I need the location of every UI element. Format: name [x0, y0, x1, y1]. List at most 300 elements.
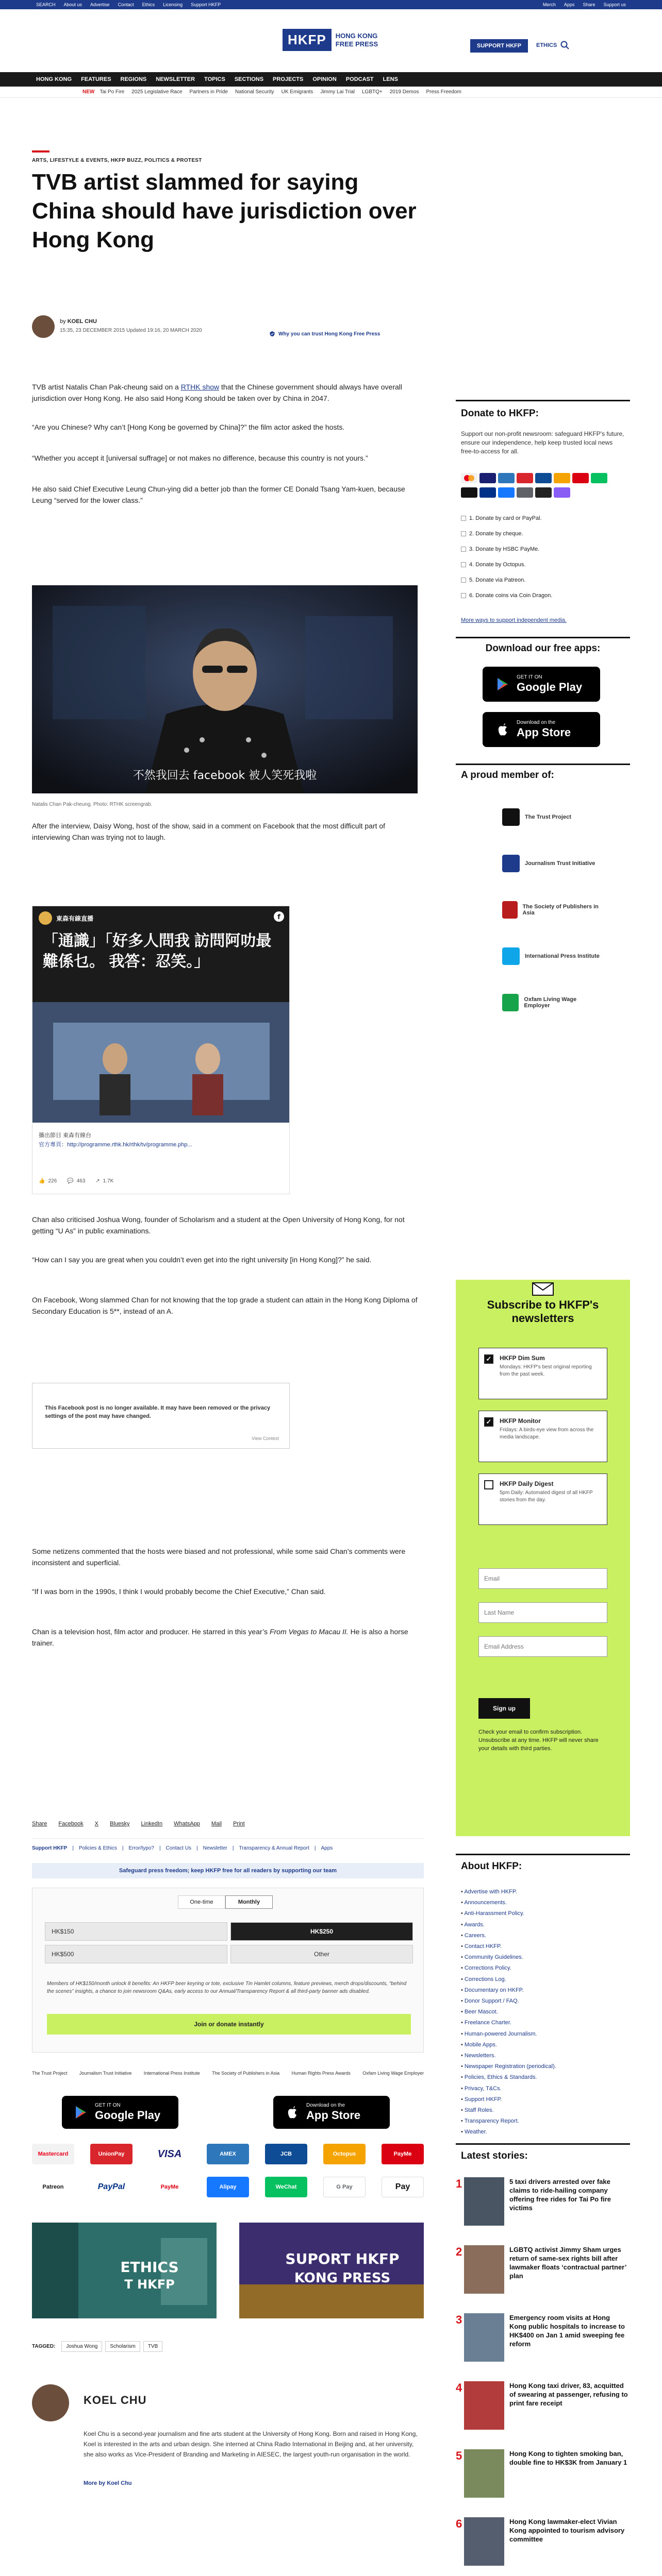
image-subtitle: 不然我回去 facebook 被人笑死我啦	[133, 769, 317, 782]
author-avatar[interactable]	[32, 315, 55, 338]
share-bluesky[interactable]: Bluesky	[110, 1821, 130, 1827]
unionpay-logo[interactable]: UnionPay	[90, 2144, 133, 2164]
about-item[interactable]: • Newsletters.	[461, 2050, 626, 2061]
fb-quote: 「通識」「好多人問我 訪問阿叻最難係乜。 我答：忍笑。」	[43, 933, 272, 970]
separator: |	[232, 1845, 234, 1851]
story-title: Hong Kong to tighten smoking ban, double fine to HK$3K from January 1	[509, 2450, 627, 2466]
site-logo[interactable]	[283, 29, 378, 51]
story-number: 5	[456, 2449, 462, 2462]
fb-page-name: 東森有線直播	[56, 914, 94, 922]
topbar-share[interactable]: Share	[583, 2, 595, 7]
donate-option[interactable]	[461, 546, 626, 552]
share-mail[interactable]: Mail	[211, 1821, 222, 1827]
about-item[interactable]: • Human-powered Journalism.	[461, 2029, 626, 2040]
nav-opinion[interactable]: OPINION	[312, 76, 337, 82]
ethics-promo-image	[32, 2223, 217, 2318]
jti-icon	[502, 855, 520, 872]
story-number: 2	[456, 2245, 462, 2258]
donate-option[interactable]	[461, 515, 626, 521]
article-paragraph: After the interview, Daisy Wong, host of the show, said in a comment on Facebook that the most difficult part of interviewing Chan was trying not to laugh.	[32, 822, 386, 841]
topbar-merch[interactable]: Merch	[542, 2, 556, 7]
apple-icon	[285, 2105, 300, 2120]
story-title: Hong Kong taxi driver, 83, acquitted of swearing at passenger, refusing to print fare receipt	[509, 2382, 628, 2407]
newsletter-option-name: HKFP Dim Sum	[500, 1354, 545, 1362]
ethics-link[interactable]: ETHICS	[536, 42, 557, 48]
apps-link[interactable]: Apps	[321, 1845, 333, 1851]
transparency-link[interactable]: Transparency & Annual Report	[239, 1845, 309, 1851]
article-paragraph: On Facebook, Wong slammed Chan for not knowing that the top grade a student can attain in the Hong Kong Diploma of Secondary Education is 5**, instead of an A.	[32, 1296, 418, 1315]
story-number: 4	[456, 2381, 462, 2394]
trending-item[interactable]: Jimmy Lai Trial	[320, 89, 355, 95]
safeguard-banner[interactable]: Safeguard press freedom; keep HKFP free for all readers by supporting our team	[32, 1863, 424, 1878]
support-hkfp-button[interactable]: SUPPORT HKFP	[470, 39, 528, 53]
member-jti[interactable]	[502, 853, 600, 874]
donate-option-label: 6. Donate coins via Coin Dragon.	[469, 592, 553, 599]
about-item[interactable]: • Corrections Policy.	[461, 1963, 626, 1974]
trending-item[interactable]: 2025 Legislative Race	[131, 89, 183, 95]
ipi-logo[interactable]: International Press Institute	[143, 2071, 200, 2076]
nav-newsletter[interactable]: NEWSLETTER	[156, 76, 195, 82]
author-name[interactable]: KOEL CHU	[84, 2394, 147, 2406]
more-by-author-link[interactable]: More by Koel Chu	[84, 2480, 132, 2486]
rthk-show-link[interactable]: RTHK show	[180, 383, 220, 391]
tab-one-time[interactable]: One-time	[178, 1895, 225, 1909]
byline-author-link[interactable]: KOEL CHU	[67, 318, 97, 325]
story-title: Emergency room visits at Hong Kong public hospitals to increase to HK$400 on Jan 1 amid sweeping fee reform	[509, 2314, 625, 2348]
google-label: Google Play	[95, 2109, 161, 2122]
fb-view-context[interactable]: View Context	[252, 1436, 279, 1441]
tag-tvb[interactable]: TVB	[143, 2341, 162, 2352]
payme-logo-2[interactable]: PayMe	[148, 2177, 191, 2197]
google-pay-logo[interactable]: G Pay	[323, 2177, 366, 2197]
checkbox-icon	[461, 531, 466, 536]
about-item[interactable]: • Donor Support / FAQ.	[461, 1996, 626, 2007]
byline-prefix: by	[60, 318, 66, 325]
logo-text	[336, 32, 378, 48]
facebook-unavailable-embed	[32, 1383, 290, 1449]
fb-comments: 463	[76, 1178, 86, 1184]
donate-option-label: 3. Donate by HSBC PayMe.	[469, 546, 540, 552]
member-label: International Press Institute	[525, 953, 600, 959]
apple-label: App Store	[517, 726, 571, 739]
newsletter-title: Subscribe to HKFP's newsletters	[487, 1298, 599, 1325]
share-facebook[interactable]: Facebook	[58, 1821, 84, 1827]
svg-text:ETHICS: ETHICS	[120, 2259, 179, 2276]
apps-title: Download our free apps:	[485, 643, 601, 654]
alipay-logo[interactable]: Alipay	[207, 2177, 249, 2197]
about-item[interactable]: • Beer Mascot.	[461, 2007, 626, 2018]
film-title: From Vegas to Macau II.	[269, 1628, 349, 1636]
donate-option[interactable]	[461, 592, 626, 599]
checkbox-icon	[461, 578, 466, 583]
story-number: 1	[456, 2177, 462, 2190]
sidebar-google-play-button[interactable]	[483, 667, 600, 702]
topbar-search[interactable]: SEARCH	[36, 2, 56, 7]
trust-project-icon	[502, 808, 520, 826]
payment-methods-row-2	[32, 2175, 424, 2199]
app-store-text	[517, 720, 571, 739]
newsletter-option-name: HKFP Monitor	[500, 1417, 541, 1425]
trending-item[interactable]: Tai Po Fire	[100, 89, 125, 95]
story-title: Hong Kong lawmaker-elect Vivian Kong appointed to tourism advisory committee	[509, 2518, 625, 2543]
nav-regions[interactable]: REGIONS	[120, 76, 147, 82]
apple-pay-logo[interactable]: Pay	[382, 2177, 424, 2197]
google-label: Google Play	[517, 681, 583, 693]
donate-option-label: 5. Donate via Patreon.	[469, 577, 526, 583]
latest-story[interactable]	[456, 2245, 630, 2310]
policies-link[interactable]: Policies & Ethics	[78, 1845, 117, 1851]
donate-option-label: 2. Donate by cheque.	[469, 531, 523, 537]
sopa-logo[interactable]: The Society of Publishers in Asia	[212, 2071, 280, 2076]
trending-item[interactable]: UK Emigrants	[281, 89, 313, 95]
trending-item[interactable]: National Security	[235, 89, 274, 95]
share-row	[32, 1821, 256, 1827]
checkbox-icon	[461, 516, 466, 521]
sidebar-rule	[456, 2143, 630, 2145]
facebook-icon	[274, 911, 284, 922]
divider	[32, 1838, 424, 1839]
about-item[interactable]: • Freelance Charter.	[461, 2018, 626, 2028]
separator: |	[314, 1845, 316, 1851]
donate-option[interactable]	[461, 562, 626, 568]
story-title: 5 taxi drivers arrested over fake claims to ride-hailing company offering free rides for Tai Po fire victims	[509, 2178, 611, 2212]
tag-scholarism[interactable]: Scholarism	[105, 2341, 140, 2352]
apple-icon	[495, 722, 510, 737]
member-label: The Trust Project	[525, 814, 571, 820]
checkbox-icon[interactable]	[484, 1480, 493, 1489]
topbar-licensing[interactable]: Licensing	[163, 2, 183, 7]
svg-text:KONG PRESS: KONG PRESS	[294, 2270, 391, 2286]
email-address-field[interactable]	[478, 1636, 607, 1657]
separator: |	[196, 1845, 198, 1851]
jcb-logo[interactable]: JCB	[265, 2144, 307, 2164]
about-item[interactable]: • Weather.	[461, 2127, 626, 2138]
checkbox-checked-icon[interactable]: ✓	[484, 1354, 493, 1364]
trending-new-label: NEW	[82, 89, 95, 95]
apple-pre: Download on the	[517, 720, 556, 725]
donate-module	[32, 1888, 424, 2053]
trust-link[interactable]	[269, 331, 380, 337]
author-box	[32, 2384, 424, 2487]
newsletter-signup-button[interactable]: Sign up	[478, 1698, 530, 1719]
trending-bar	[0, 87, 662, 98]
latest-story[interactable]	[456, 2313, 630, 2378]
donate-tabs	[178, 1895, 273, 1909]
donate-option-label: 1. Donate by card or PayPal.	[469, 515, 542, 521]
error-typo-link[interactable]: Error/typo?	[128, 1845, 154, 1851]
tag-joshua-wong[interactable]: Joshua Wong	[61, 2341, 102, 2352]
member-oxfam[interactable]	[502, 992, 600, 1013]
latest-story[interactable]	[456, 2517, 630, 2576]
member-ipi[interactable]	[502, 946, 600, 967]
nav-sections[interactable]: SECTIONS	[234, 76, 264, 82]
article-dates: 15:35, 23 DECEMBER 2015 Updated 19:16, 20 MARCH 2020	[60, 328, 202, 333]
article-paragraph	[32, 1626, 424, 1649]
nav-hong-kong[interactable]: HONG KONG	[36, 76, 72, 82]
newsletter-note: Check your email to confirm subscription. Unsubscribe at any time. HKFP will never share your details with third parties.	[478, 1729, 599, 1752]
share-icon: ↗	[95, 1178, 100, 1184]
article-categories[interactable]: ARTS, LIFESTYLE & EVENTS, HKFP BUZZ, POLITICS & PROTEST	[32, 158, 202, 163]
paragraph-text: Chan is a television host, film actor and producer. He starred in this year’s	[32, 1628, 268, 1636]
latest-title: Latest stories:	[461, 2150, 528, 2161]
facebook-embed[interactable]	[32, 906, 290, 1194]
newsletter-option-desc: 5pm Daily: Automated digest of all HKFP stories from the day.	[500, 1490, 593, 1503]
checkbox-icon	[461, 562, 466, 567]
octopus-logo[interactable]: Octopus	[323, 2144, 366, 2164]
share-x[interactable]: X	[94, 1821, 99, 1827]
member-trust-project[interactable]	[502, 807, 600, 827]
checkbox-checked-icon[interactable]: ✓	[484, 1417, 493, 1427]
byline-author	[60, 318, 97, 325]
member-sopa[interactable]	[502, 900, 600, 920]
about-item[interactable]: • Mobile Apps.	[461, 2040, 626, 2050]
interview-photo	[32, 585, 418, 793]
facebook-embed-image	[32, 906, 289, 1123]
byline	[32, 315, 424, 340]
wechat-pay-logo[interactable]: WeChat	[265, 2177, 307, 2197]
article-paragraph: “Whether you accept it [universal suffrage] or not makes no difference, because this country is not yours.”	[32, 454, 368, 462]
about-item[interactable]: • Support HKFP.	[461, 2094, 626, 2105]
search-icon[interactable]	[560, 40, 570, 50]
sidebar-rule	[456, 1854, 630, 1855]
about-item[interactable]: • Announcements.	[461, 1897, 626, 1908]
nav-lens[interactable]: LENS	[383, 76, 398, 82]
patreon-logo[interactable]: Patreon	[32, 2177, 74, 2197]
member-label: The Society of Publishers in Asia	[522, 904, 599, 916]
last-name-field[interactable]	[478, 1602, 607, 1623]
newsletter-option-name: HKFP Daily Digest	[500, 1480, 554, 1487]
google-play-text	[517, 674, 582, 694]
donate-text: Support our non-profit newsroom: safeguard HKFP's future, ensure our independence, help keep trusted local news free-to-access for all.	[461, 430, 624, 455]
article-paragraph: Chan also criticised Joshua Wong, founder of Scholarism and a student at the Open University of Hong Kong, for not getting “U As” in public examinations.	[32, 1215, 405, 1235]
author-bio: Koel Chu is a second-year journalism and fine arts student at the University of Hong Kong. Born and raised in Hong Kong, Koel is interested in the arts and urban design. She interned at China Radio International in Beijing and, at her university, she also works as Vice-President of Branding and Marketing in AIESEC, the largest youth-run organisation in the world.	[84, 2430, 418, 2458]
about-item[interactable]: • Awards.	[461, 1920, 626, 1930]
donate-option-label: 4. Donate by Octopus.	[469, 562, 526, 568]
shield-check-icon	[269, 331, 275, 337]
checkbox-icon	[461, 593, 466, 598]
article-headline: TVB artist slammed for saying China should have jurisdiction over Hong Kong	[32, 170, 417, 252]
latest-story[interactable]	[456, 2381, 630, 2446]
jti-logo[interactable]: Journalism Trust Initiative	[79, 2071, 132, 2076]
author-avatar-large[interactable]	[32, 2384, 69, 2421]
paypal-logo[interactable]: PayPal	[90, 2177, 133, 2197]
join-donate-button[interactable]: Join or donate instantly	[47, 2014, 411, 2035]
logo-line2: FREE PRESS	[335, 40, 378, 48]
newsletter-option-desc: Fridays: A birds-eye view from across the media landscape.	[500, 1427, 594, 1440]
newsletter-option-monitor[interactable]	[478, 1411, 607, 1462]
share-label: Share	[32, 1821, 47, 1827]
google-pre: GET IT ON	[95, 2103, 121, 2108]
apple-pre: Download on the	[306, 2103, 345, 2108]
page-avatar	[39, 911, 52, 925]
topbar-apps[interactable]: Apps	[564, 2, 575, 7]
payment-icons-grid	[461, 473, 626, 504]
trust-link-text: Why you can trust Hong Kong Free Press	[278, 331, 380, 337]
donate-note: Members of HK$150/month unlock 8 benefits: An HKFP beer keyring or tote, exclusive Tin Hamlet columns, feature previews, merch drops/discounts, “behind the scenes” insights, a chance to join newsroom Q&As, early access to our Annual/Transparency Report & all third-party banner ads disabled.	[47, 1981, 407, 1994]
about-item[interactable]: • Documentary on HKFP.	[461, 1985, 626, 1996]
trending-item[interactable]: LGBTQ+	[362, 89, 383, 95]
about-item[interactable]: • Staff Roles.	[461, 2105, 626, 2116]
visa-logo[interactable]: VISA	[148, 2144, 191, 2164]
fb-unavailable-text: This Facebook post is no longer available. It may have been removed or the privacy settings of the post may have changed.	[45, 1405, 271, 1419]
latest-story[interactable]	[456, 2449, 630, 2514]
nav-topics[interactable]: TOPICS	[204, 76, 225, 82]
oxfam-icon	[502, 994, 519, 1011]
trending-item[interactable]: 2019 Demos	[389, 89, 419, 95]
share-whatsapp[interactable]: WhatsApp	[174, 1821, 200, 1827]
payme-logo[interactable]: PayMe	[382, 2144, 424, 2164]
payment-methods-row	[32, 2142, 424, 2166]
article-paragraph: “How can I say you are great when you couldn’t even get into the right university [in Hong Kong]?” he said.	[32, 1256, 372, 1264]
logo-mark: HKFP	[283, 29, 332, 51]
sopa-icon	[502, 901, 518, 919]
fb-post-footer: 播出節目 東森有線台	[39, 1132, 92, 1139]
fb-likes: 226	[48, 1178, 57, 1184]
google-pre: GET IT ON	[517, 674, 542, 680]
about-item[interactable]: • Anti-Harassment Policy.	[461, 1908, 626, 1919]
story-number: 6	[456, 2517, 462, 2530]
separator: |	[122, 1845, 124, 1851]
separator: |	[159, 1845, 161, 1851]
google-play-icon	[73, 2105, 89, 2120]
tagged-row	[32, 2341, 166, 2352]
donate-option[interactable]	[461, 577, 626, 583]
sidebar-app-store-button[interactable]	[483, 712, 600, 747]
share-linkedin[interactable]: LinkedIn	[141, 1821, 163, 1827]
checkbox-icon	[461, 547, 466, 552]
article-paragraph: “Are you Chinese? Why can’t [Hong Kong be governed by China]?” the film actor asked the hosts.	[32, 423, 345, 431]
support-hkfp-link[interactable]: Support HKFP	[32, 1845, 68, 1851]
paragraph-text: He is also a horse trainer.	[32, 1628, 408, 1647]
topbar-support[interactable]: Support HKFP	[191, 2, 221, 7]
fb-post-url[interactable]: 官方專頁：http://programme.rthk.hk/rthk/tv/programme.php...	[39, 1142, 192, 1148]
image-caption: Natalis Chan Pak-cheung. Photo: RTHK screengrab.	[32, 802, 153, 807]
about-item[interactable]: • Advertise with HKFP.	[461, 1887, 626, 1897]
sidebar-rule	[456, 764, 630, 765]
hrpa-logo[interactable]: Human Rights Press Awards	[291, 2071, 351, 2076]
fb-reactions	[39, 1178, 113, 1184]
member-label: Journalism Trust Initiative	[525, 860, 595, 867]
app-store-button[interactable]	[273, 2096, 390, 2129]
topbar-contact[interactable]: Contact	[118, 2, 134, 7]
member-logos-row	[32, 2063, 424, 2083]
article-paragraph: He also said Chief Executive Leung Chun-ying did a better job than the former CE Donald Tsang Yam-kuen, because Leung “served for the lower class.”	[32, 485, 405, 504]
latest-story[interactable]	[456, 2177, 630, 2242]
newsletter-link[interactable]: Newsletter	[203, 1845, 227, 1851]
app-store-text	[306, 2103, 360, 2122]
envelope-icon	[532, 1282, 554, 1296]
newsletter-option-daily-digest[interactable]	[478, 1473, 607, 1525]
apple-label: App Store	[306, 2109, 361, 2122]
topbar-ethics[interactable]: Ethics	[142, 2, 155, 7]
tab-monthly[interactable]: Monthly	[225, 1895, 273, 1909]
support-promo-image	[239, 2223, 424, 2318]
about-list	[461, 1887, 626, 2138]
trending-item[interactable]: Press Freedom	[426, 89, 461, 95]
article-paragraph: “If I was born in the 1990s, I think I would probably become the Chief Executive,” Chan said.	[32, 1587, 326, 1596]
trending-item[interactable]: Partners in Pride	[189, 89, 228, 95]
nav-features[interactable]: FEATURES	[81, 76, 111, 82]
main-nav	[0, 72, 662, 87]
about-item[interactable]: • Policies, Ethics & Standards.	[461, 2072, 626, 2083]
about-item[interactable]: • Privacy, T&Cs.	[461, 2083, 626, 2094]
story-title: LGBTQ activist Jimmy Sham urges return of same-sex rights bill after lawmaker floats ‘contractual partner’ plan	[509, 2246, 626, 2280]
svg-text:f: f	[277, 913, 280, 921]
brand-header	[0, 9, 662, 72]
sidebar-rule	[456, 637, 630, 638]
nav-projects[interactable]: PROJECTS	[273, 76, 304, 82]
google-play-icon	[495, 676, 510, 692]
newsletter-option-dim-sum[interactable]	[478, 1348, 607, 1399]
contact-link[interactable]: Contact Us	[166, 1845, 192, 1851]
more-ways-link[interactable]: More ways to support independent media.	[461, 617, 567, 623]
member-label: Oxfam Living Wage Employer	[524, 996, 577, 1009]
about-item[interactable]: • Community Guidelines.	[461, 1952, 626, 1963]
amex-logo[interactable]: AMEX	[207, 2144, 249, 2164]
svg-text:T HKFP: T HKFP	[124, 2277, 175, 2292]
member-title: A proud member of:	[461, 770, 554, 781]
support-promo-banner[interactable]	[239, 2223, 424, 2318]
amount-500[interactable]: HK$500	[45, 1945, 227, 1963]
svg-text:SUPORT HKFP: SUPORT HKFP	[285, 2250, 400, 2267]
donate-option[interactable]	[461, 531, 626, 537]
google-play-text	[95, 2103, 160, 2122]
separator: |	[72, 1845, 74, 1851]
about-item[interactable]: • Transparency Report.	[461, 2116, 626, 2127]
studio-photo	[32, 1002, 289, 1123]
topbar-support-us[interactable]: Support us	[603, 2, 626, 7]
article-paragraph: Some netizens commented that the hosts were biased and not professional, while some said Chan’s comments were inconsistent and superficial.	[32, 1547, 406, 1567]
trust-project-logo[interactable]: The Trust Project	[32, 2071, 68, 2076]
about-item[interactable]: • Corrections Log.	[461, 1974, 626, 1985]
about-item[interactable]: • Newspaper Registration (periodical).	[461, 2061, 626, 2072]
google-play-button[interactable]	[62, 2096, 178, 2129]
support-links-row	[32, 1845, 338, 1851]
nav-podcast[interactable]: PODCAST	[345, 76, 374, 82]
ethics-promo-banner[interactable]	[32, 2223, 217, 2318]
share-print[interactable]: Print	[233, 1821, 245, 1827]
logo-line1: HONG KONG	[335, 31, 378, 40]
story-number: 3	[456, 2313, 462, 2326]
amount-other[interactable]: Other	[230, 1945, 413, 1963]
comment-icon: 💬	[67, 1178, 74, 1184]
amount-250[interactable]: HK$250	[230, 1922, 413, 1941]
category-rule	[32, 150, 49, 152]
about-item[interactable]: • Contact HKFP.	[461, 1941, 626, 1952]
amount-150[interactable]: HK$150	[45, 1922, 227, 1941]
mastercard-logo[interactable]: Mastercard	[32, 2144, 74, 2164]
about-title: About HKFP:	[461, 1861, 522, 1872]
topbar-advertise[interactable]: Advertise	[90, 2, 110, 7]
thumbs-up-icon: 👍	[39, 1178, 45, 1184]
ipi-icon	[502, 947, 520, 965]
article-paragraph	[32, 381, 424, 404]
paragraph-text: TVB artist Natalis Chan Pak-cheung said on a	[32, 383, 179, 391]
tagged-label: TAGGED:	[32, 2344, 56, 2349]
article-image[interactable]	[32, 585, 418, 793]
oxfam-logo[interactable]: Oxfam Living Wage Employer	[362, 2071, 424, 2076]
about-item[interactable]: • Careers.	[461, 1930, 626, 1941]
newsletter-box	[456, 1280, 630, 1836]
topbar-about[interactable]: About us	[63, 2, 82, 7]
email-field[interactable]	[478, 1568, 607, 1589]
newsletter-option-desc: Mondays: HKFP's best original reporting from the past week.	[500, 1364, 592, 1377]
sidebar-rule	[456, 400, 630, 401]
top-utility-bar	[0, 0, 662, 9]
fb-shares: 1.7K	[103, 1178, 114, 1184]
donate-title: Donate to HKFP:	[461, 408, 539, 419]
paragraph-text: that the Chinese government should always have overall jurisdiction over Hong Kong. He also said Hong Kong should be taken over by China in 2047.	[32, 383, 403, 402]
